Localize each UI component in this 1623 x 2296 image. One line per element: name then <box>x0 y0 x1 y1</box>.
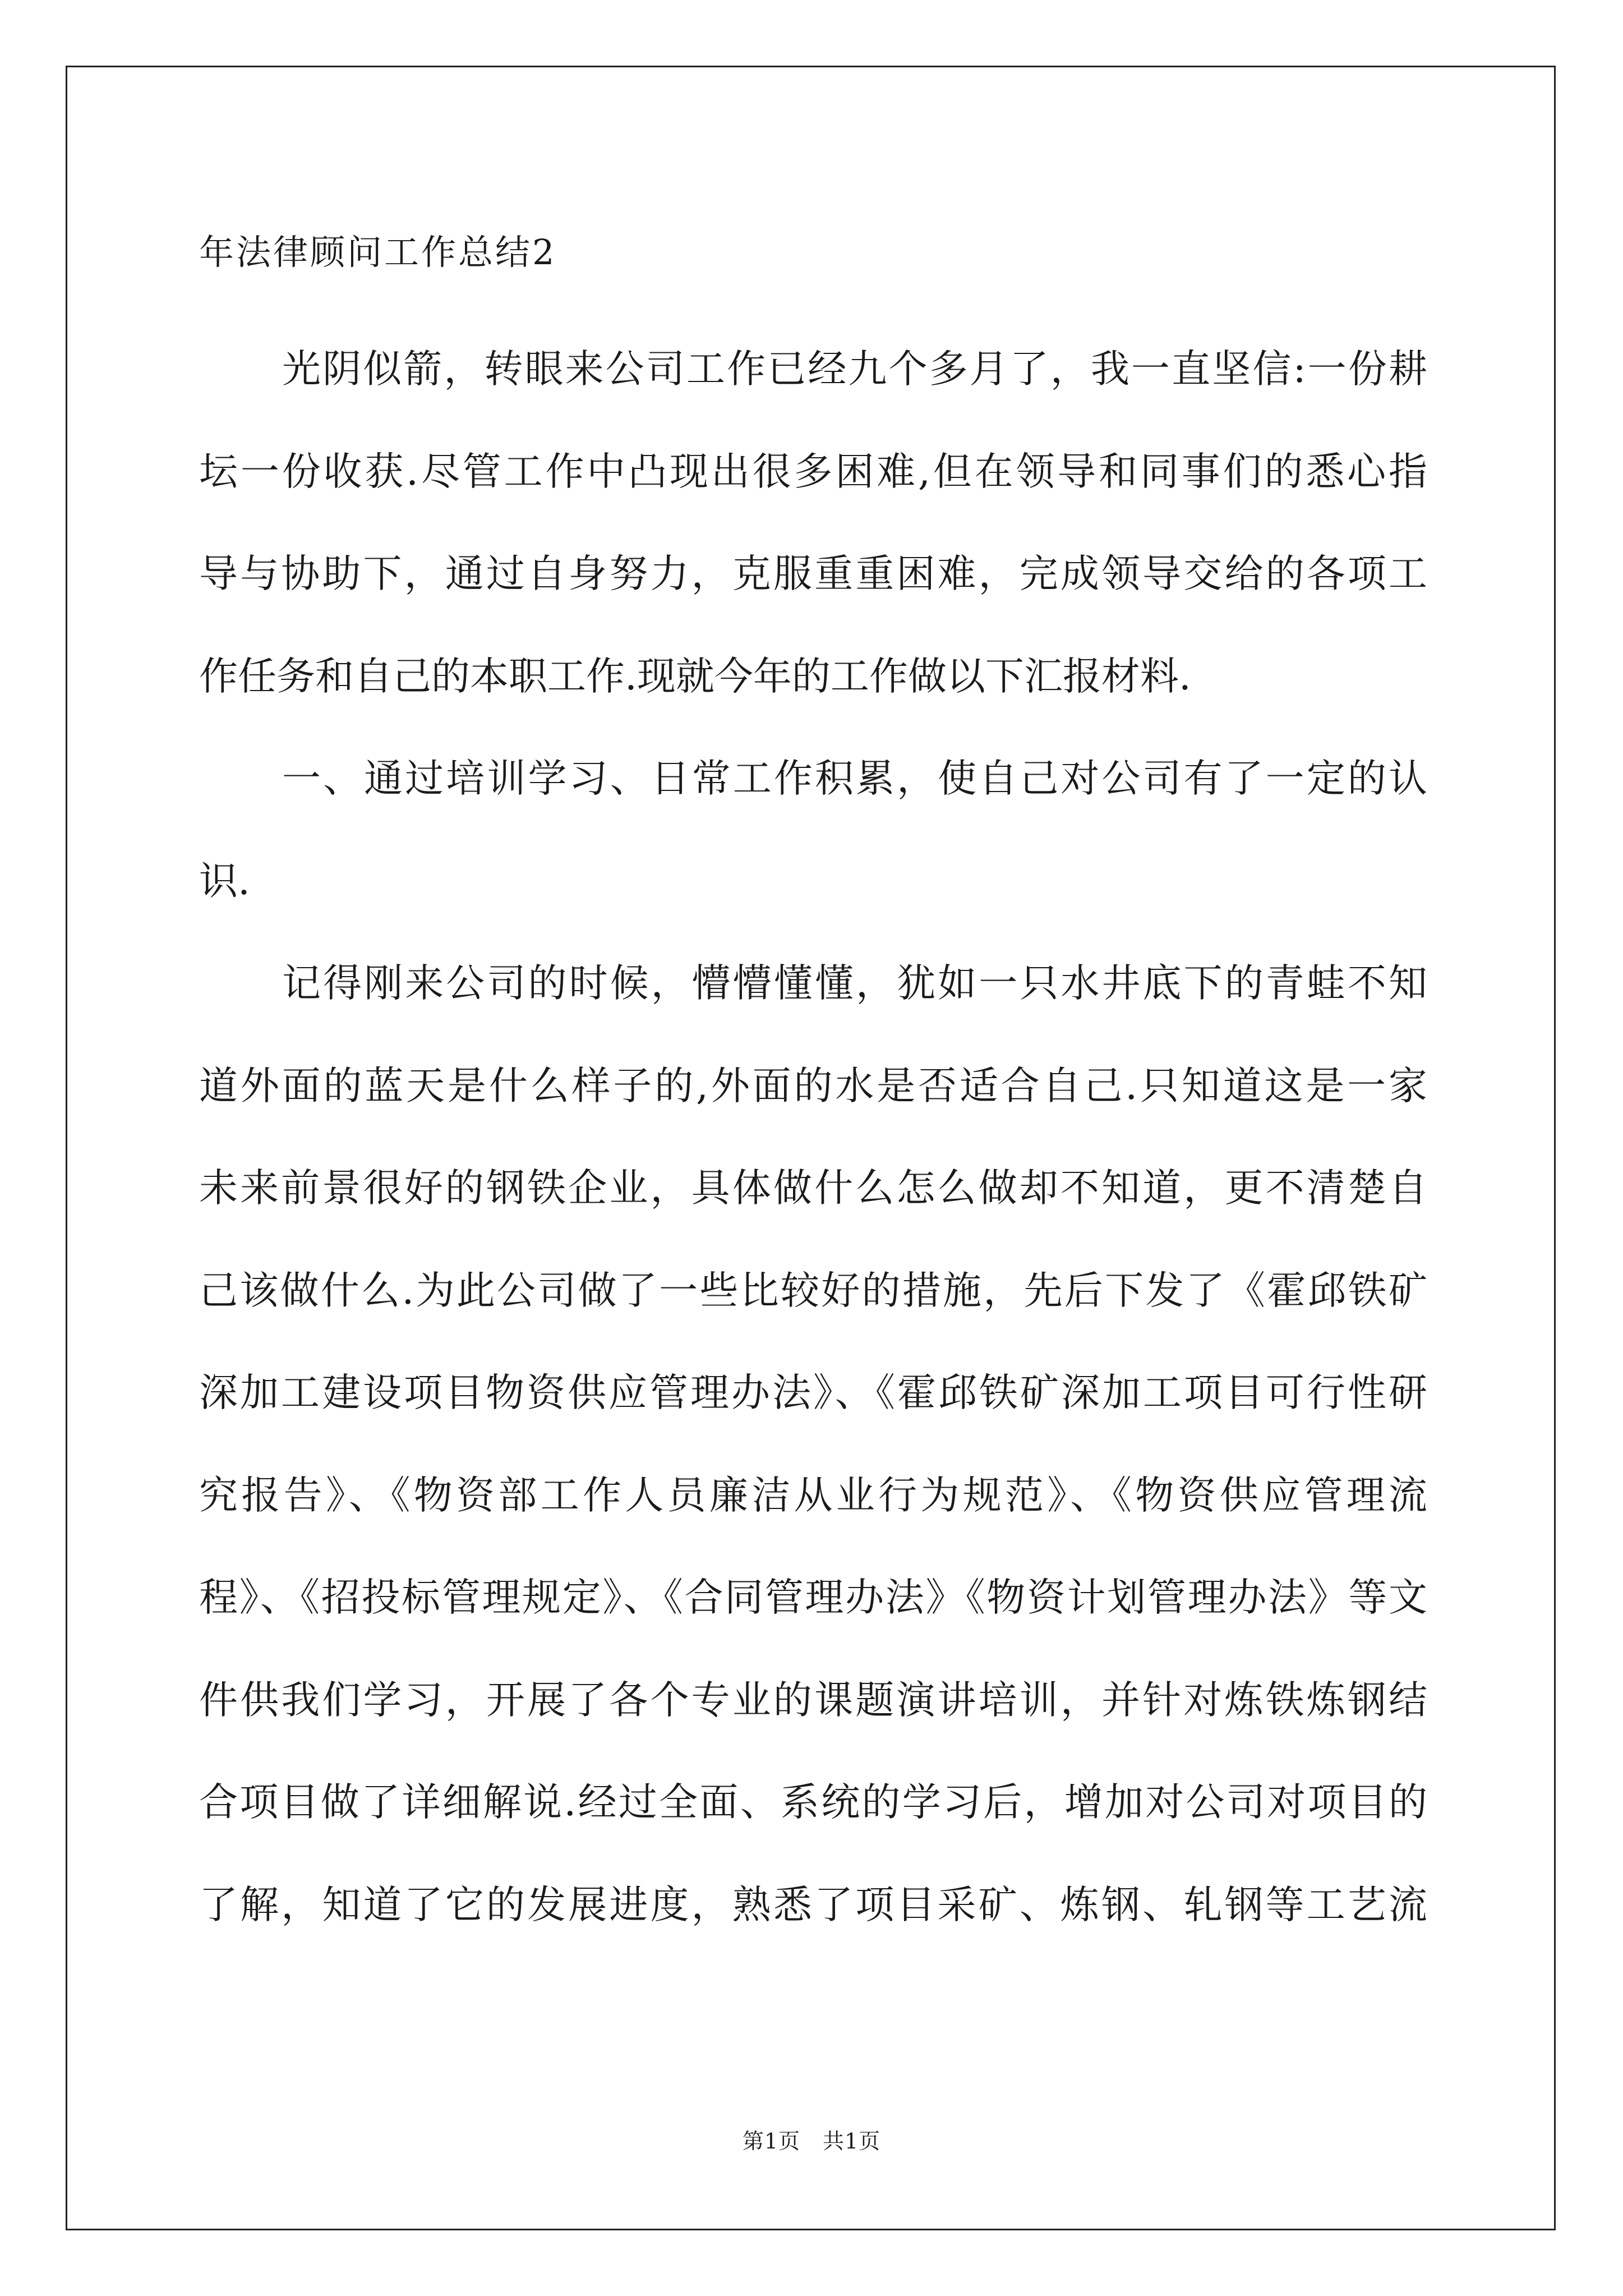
paragraph-line: 一、通过培训学习、日常工作积累，使自己对公司有了一定的认 <box>282 756 1427 801</box>
paragraph-line: 己该做什么.为此公司做了一些比较好的措施，先后下发了《霍邱铁矿 <box>199 1268 1427 1313</box>
page-total: 共1页 <box>823 2129 881 2154</box>
paragraph-line: 光阴似箭，转眼来公司工作已经九个多月了，我一直坚信:一份耕 <box>282 347 1427 392</box>
document-title: 年法律顾问工作总结2 <box>199 232 557 273</box>
page-footer <box>0 2124 1623 2155</box>
paragraph-line: 未来前景很好的钢铁企业，具体做什么怎么做却不知道，更不清楚自 <box>199 1166 1427 1211</box>
paragraph-line: 合项目做了详细解说.经过全面、系统的学习后，增加对公司对项目的 <box>199 1780 1427 1825</box>
paragraph-line: 坛一份收获.尽管工作中凸现出很多困难,但在领导和同事们的悉心指 <box>199 449 1427 494</box>
paragraph-line: 导与协助下，通过自身努力，克服重重困难，完成领导交给的各项工 <box>199 551 1427 596</box>
paragraph-line: 道外面的蓝天是什么样子的,外面的水是否适合自己.只知道这是一家 <box>199 1063 1427 1108</box>
paragraph-line: 件供我们学习，开展了各个专业的课题演讲培训，并针对炼铁炼钢结 <box>199 1677 1427 1723</box>
paragraph-line: 深加工建设项目物资供应管理办法》、《霍邱铁矿深加工项目可行性研 <box>199 1370 1427 1415</box>
paragraph-line: 程》、《招投标管理规定》、《合同管理办法》《物资计划管理办法》等文 <box>199 1575 1427 1620</box>
document-body <box>199 210 1427 1956</box>
paragraph-line: 作任务和自己的本职工作.现就今年的工作做以下汇报材料. <box>199 654 1191 699</box>
paragraph-1 <box>199 318 1427 728</box>
paragraph-2 <box>199 728 1427 932</box>
paragraph-line: 了解，知道了它的发展进度，熟悉了项目采矿、炼钢、轧钢等工艺流 <box>199 1882 1427 1927</box>
page-number: 第1页 <box>742 2129 800 2154</box>
paragraph-3 <box>199 932 1427 1956</box>
paragraph-line: 记得刚来公司的时候，懵懵懂懂，犹如一只水井底下的青蛙不知 <box>282 961 1427 1006</box>
paragraph-line: 究报告》、《物资部工作人员廉洁从业行为规范》、《物资供应管理流 <box>199 1473 1427 1518</box>
paragraph-line: 识. <box>199 858 250 904</box>
